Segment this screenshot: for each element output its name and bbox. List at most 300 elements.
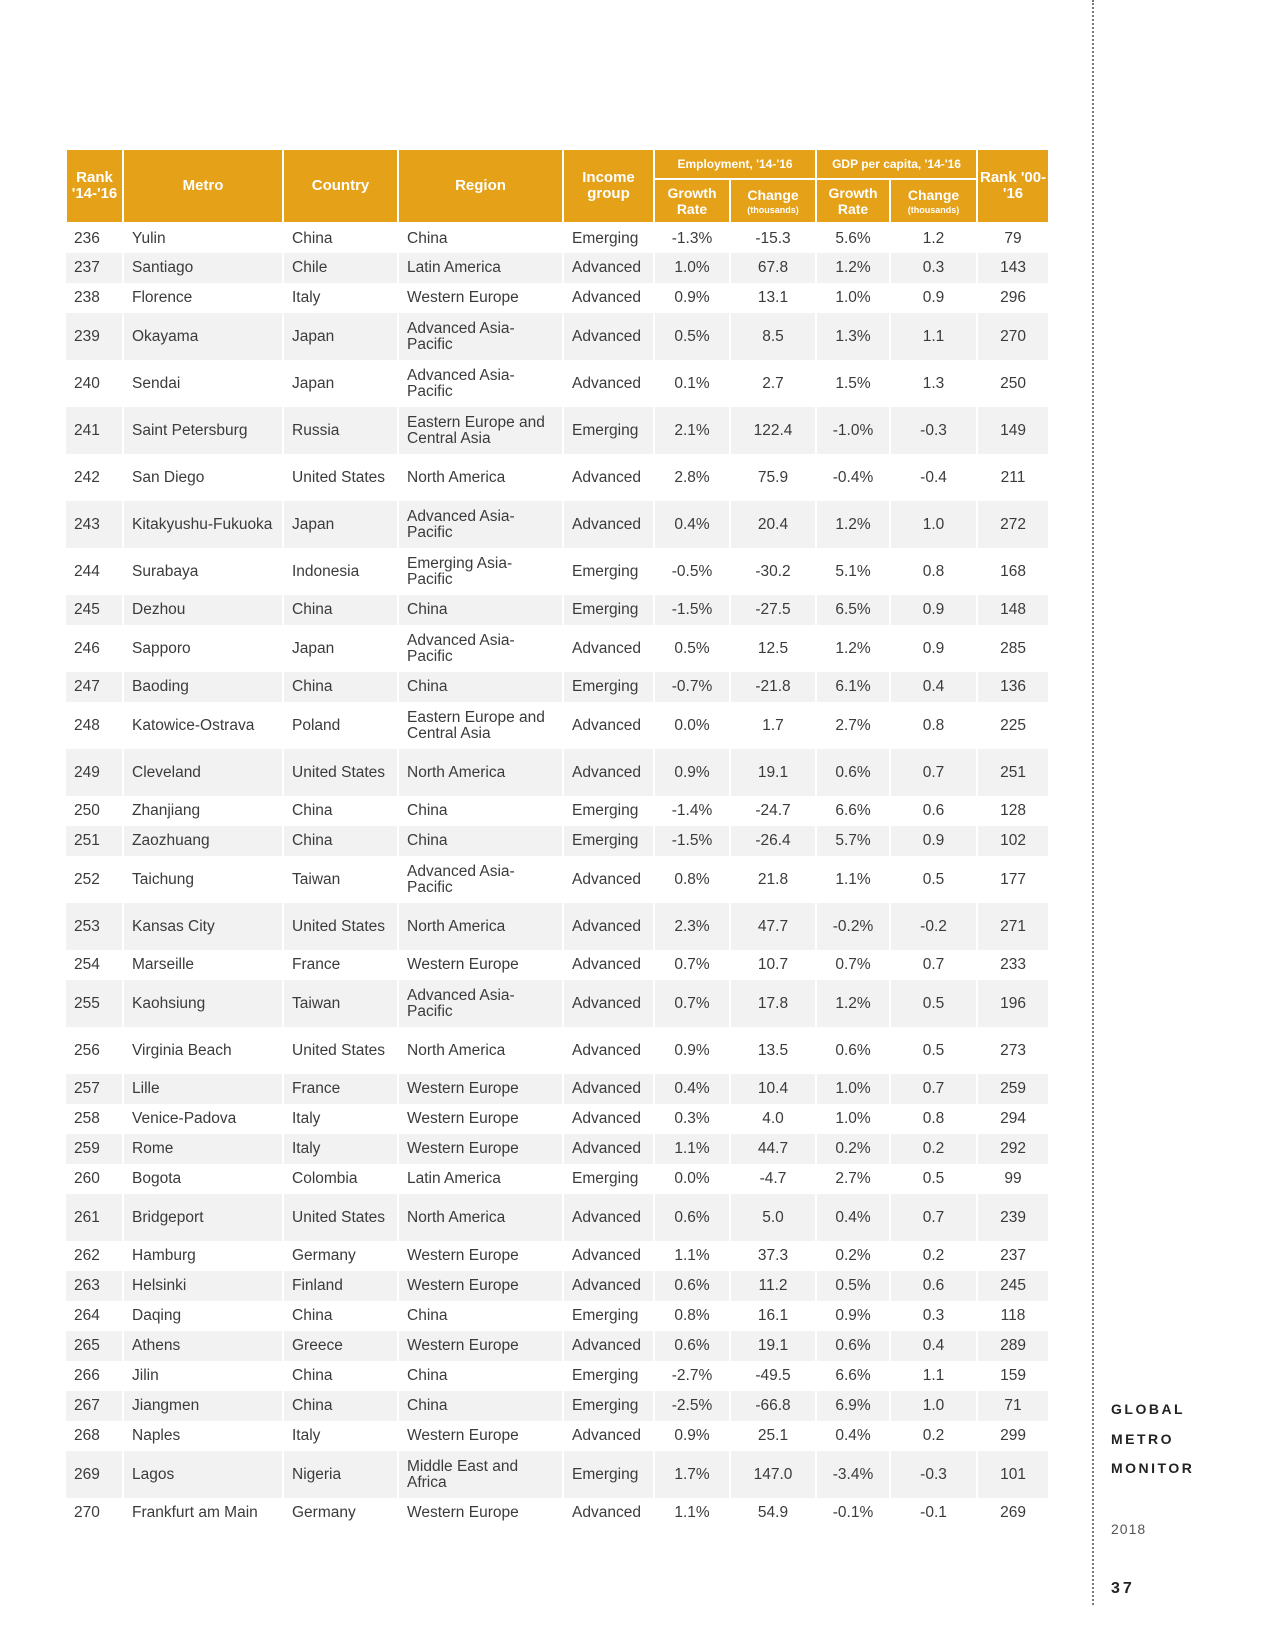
cell-rank: 252 [66,856,123,903]
cell-gdp-change: -0.3 [890,1451,977,1498]
cell-rank-00-16: 239 [977,1194,1049,1241]
cell-gdp-growth: 6.9% [816,1391,890,1421]
cell-emp-change: 16.1 [730,1301,816,1331]
brand-line-global: GLOBAL [1111,1401,1186,1417]
cell-region: Eastern Europe and Central Asia [398,407,563,454]
cell-gdp-change: -0.1 [890,1498,977,1528]
cell-region: China [398,223,563,253]
table-row[interactable] [66,1498,1049,1528]
cell-income: Advanced [563,625,654,672]
cell-metro: Lagos [123,1451,283,1498]
cell-gdp-change: 0.9 [890,595,977,625]
header-metro[interactable]: Metro [123,149,283,223]
cell-gdp-growth: 1.2% [816,501,890,548]
table-body [66,223,1049,1528]
cell-region: North America [398,903,563,950]
table-row[interactable] [66,1421,1049,1451]
cell-emp-growth: 1.1% [654,1134,730,1164]
cell-rank: 248 [66,702,123,749]
cell-rank: 237 [66,253,123,283]
cell-income: Advanced [563,950,654,980]
cell-rank: 246 [66,625,123,672]
cell-country: China [283,1361,398,1391]
cell-emp-change: 19.1 [730,749,816,796]
cell-region: Western Europe [398,283,563,313]
cell-country: Germany [283,1498,398,1528]
cell-country: Italy [283,283,398,313]
cell-gdp-growth: 1.3% [816,313,890,360]
cell-gdp-change: 1.0 [890,501,977,548]
cell-income: Emerging [563,826,654,856]
table-row[interactable] [66,950,1049,980]
cell-rank: 241 [66,407,123,454]
cell-rank: 250 [66,796,123,826]
cell-country: United States [283,749,398,796]
table-row[interactable] [66,1241,1049,1271]
cell-rank-00-16: 272 [977,501,1049,548]
cell-emp-change: 54.9 [730,1498,816,1528]
table-row[interactable] [66,313,1049,360]
cell-emp-growth: 0.9% [654,1027,730,1074]
cell-country: Chile [283,253,398,283]
table-row[interactable] [66,1301,1049,1331]
cell-gdp-growth: 0.4% [816,1194,890,1241]
table-row[interactable] [66,1074,1049,1104]
table-row[interactable] [66,1391,1049,1421]
cell-gdp-growth: 5.1% [816,548,890,595]
cell-gdp-change: -0.2 [890,903,977,950]
cell-emp-change: 19.1 [730,1331,816,1361]
cell-country: Italy [283,1421,398,1451]
cell-metro: Rome [123,1134,283,1164]
cell-gdp-change: 0.5 [890,980,977,1027]
cell-region: North America [398,749,563,796]
cell-region: Emerging Asia-Pacific [398,548,563,595]
cell-emp-change: 17.8 [730,980,816,1027]
cell-emp-change: 44.7 [730,1134,816,1164]
cell-region: China [398,1361,563,1391]
header-gdp-growth-rate[interactable] [816,179,890,223]
table-row[interactable] [66,454,1049,501]
cell-region: Advanced Asia-Pacific [398,856,563,903]
cell-region: Advanced Asia-Pacific [398,625,563,672]
header-income-group[interactable]: Income group [563,149,654,223]
cell-region: Western Europe [398,1271,563,1301]
cell-rank-00-16: 245 [977,1271,1049,1301]
cell-emp-change: 8.5 [730,313,816,360]
cell-income: Emerging [563,548,654,595]
cell-rank-00-16: 102 [977,826,1049,856]
cell-income: Emerging [563,1391,654,1421]
cell-gdp-growth: 0.6% [816,1331,890,1361]
cell-rank-00-16: 101 [977,1451,1049,1498]
cell-country: Japan [283,313,398,360]
cell-emp-change: 13.5 [730,1027,816,1074]
table-row[interactable] [66,1451,1049,1498]
cell-gdp-growth: 0.2% [816,1241,890,1271]
cell-metro: Jiangmen [123,1391,283,1421]
header-emp-growth-rate[interactable] [654,179,730,223]
cell-emp-change: 37.3 [730,1241,816,1271]
cell-emp-change: -27.5 [730,595,816,625]
cell-income: Emerging [563,595,654,625]
cell-income: Emerging [563,1361,654,1391]
table-row[interactable] [66,1331,1049,1361]
cell-rank: 253 [66,903,123,950]
cell-metro: San Diego [123,454,283,501]
table-row[interactable] [66,223,1049,253]
cell-rank: 268 [66,1421,123,1451]
cell-gdp-change: 0.7 [890,950,977,980]
cell-gdp-change: 0.7 [890,1074,977,1104]
cell-rank-00-16: 273 [977,1027,1049,1074]
cell-income: Advanced [563,283,654,313]
cell-rank: 264 [66,1301,123,1331]
page-number: 37 [1111,1580,1135,1597]
cell-rank-00-16: 250 [977,360,1049,407]
cell-gdp-change: 1.2 [890,223,977,253]
cell-metro: Daqing [123,1301,283,1331]
cell-metro: Kitakyushu-Fukuoka [123,501,283,548]
cell-emp-growth: 0.4% [654,501,730,548]
cell-region: China [398,1301,563,1331]
cell-rank-00-16: 143 [977,253,1049,283]
cell-income: Advanced [563,1421,654,1451]
cell-metro: Zaozhuang [123,826,283,856]
cell-region: Advanced Asia-Pacific [398,313,563,360]
cell-gdp-change: 0.7 [890,749,977,796]
table-row[interactable] [66,749,1049,796]
header-gdp-change-unit: (thousands) [907,204,960,215]
cell-emp-growth: -0.7% [654,672,730,702]
cell-rank-00-16: 159 [977,1361,1049,1391]
cell-emp-growth: 0.9% [654,283,730,313]
cell-rank: 240 [66,360,123,407]
cell-rank: 257 [66,1074,123,1104]
cell-emp-growth: 0.7% [654,950,730,980]
cell-income: Advanced [563,501,654,548]
cell-gdp-growth: 6.1% [816,672,890,702]
cell-income: Emerging [563,223,654,253]
cell-emp-growth: 0.8% [654,856,730,903]
table-row[interactable] [66,903,1049,950]
table-row[interactable] [66,1134,1049,1164]
cell-rank: 267 [66,1391,123,1421]
cell-emp-growth: 2.8% [654,454,730,501]
cell-gdp-change: 0.9 [890,625,977,672]
cell-gdp-growth: 0.7% [816,950,890,980]
cell-rank: 258 [66,1104,123,1134]
cell-emp-change: 10.4 [730,1074,816,1104]
cell-emp-change: 10.7 [730,950,816,980]
table-row[interactable] [66,548,1049,595]
cell-emp-growth: 0.8% [654,1301,730,1331]
table-row[interactable] [66,1194,1049,1241]
table-row[interactable] [66,1104,1049,1134]
header-rank-00-16[interactable]: Rank '00-'16 [977,149,1049,223]
cell-income: Emerging [563,796,654,826]
cell-rank-00-16: 292 [977,1134,1049,1164]
cell-rank-00-16: 196 [977,980,1049,1027]
cell-gdp-growth: 2.7% [816,702,890,749]
cell-emp-growth: -1.4% [654,796,730,826]
cell-gdp-growth: 6.6% [816,796,890,826]
cell-region: Eastern Europe and Central Asia [398,702,563,749]
cell-country: United States [283,1027,398,1074]
cell-metro: Marseille [123,950,283,980]
cell-gdp-change: 0.9 [890,826,977,856]
table-row[interactable] [66,856,1049,903]
cell-region: Western Europe [398,1498,563,1528]
cell-metro: Virginia Beach [123,1027,283,1074]
cell-gdp-change: 1.0 [890,1391,977,1421]
cell-gdp-growth: -3.4% [816,1451,890,1498]
cell-metro: Katowice-Ostrava [123,702,283,749]
table-row[interactable] [66,980,1049,1027]
cell-gdp-change: 0.5 [890,1027,977,1074]
cell-gdp-growth: 1.0% [816,1074,890,1104]
cell-emp-growth: 1.1% [654,1498,730,1528]
cell-gdp-growth: 6.6% [816,1361,890,1391]
cell-country: Japan [283,501,398,548]
cell-gdp-change: 0.2 [890,1134,977,1164]
cell-income: Advanced [563,1104,654,1134]
cell-rank: 259 [66,1134,123,1164]
cell-region: China [398,595,563,625]
cell-rank-00-16: 294 [977,1104,1049,1134]
cell-country: China [283,1301,398,1331]
cell-gdp-growth: 2.7% [816,1164,890,1194]
cell-income: Advanced [563,1027,654,1074]
cell-rank-00-16: 149 [977,407,1049,454]
cell-region: Western Europe [398,1421,563,1451]
header-rank-14-16[interactable]: Rank '14-'16 [66,149,123,223]
cell-country: Nigeria [283,1451,398,1498]
cell-gdp-growth: 0.6% [816,749,890,796]
cell-emp-change: 47.7 [730,903,816,950]
cell-country: China [283,826,398,856]
cell-rank: 251 [66,826,123,856]
cell-metro: Dezhou [123,595,283,625]
cell-gdp-growth: 1.2% [816,625,890,672]
cell-rank: 270 [66,1498,123,1528]
cell-emp-change: 1.7 [730,702,816,749]
cell-rank: 265 [66,1331,123,1361]
cell-emp-growth: 0.6% [654,1194,730,1241]
cell-rank: 247 [66,672,123,702]
cell-income: Advanced [563,360,654,407]
cell-region: Latin America [398,253,563,283]
cell-rank-00-16: 71 [977,1391,1049,1421]
cell-income: Advanced [563,856,654,903]
cell-emp-change: 25.1 [730,1421,816,1451]
cell-rank: 236 [66,223,123,253]
cell-metro: Athens [123,1331,283,1361]
table-row[interactable] [66,360,1049,407]
cell-rank: 238 [66,283,123,313]
cell-emp-growth: 0.1% [654,360,730,407]
cell-emp-change: 5.0 [730,1194,816,1241]
cell-emp-growth: -2.7% [654,1361,730,1391]
cell-gdp-change: 0.6 [890,796,977,826]
cell-income: Advanced [563,454,654,501]
cell-income: Advanced [563,1134,654,1164]
cell-region: Western Europe [398,1074,563,1104]
cell-region: Western Europe [398,1331,563,1361]
cell-emp-growth: 1.7% [654,1451,730,1498]
header-gdp-change[interactable] [890,179,977,223]
header-employment-group: Employment, '14-'16 [654,149,816,179]
table-row[interactable] [66,625,1049,672]
cell-income: Advanced [563,1194,654,1241]
header-emp-change-label: Change [747,186,799,203]
cell-country: United States [283,1194,398,1241]
cell-metro: Cleveland [123,749,283,796]
cell-income: Emerging [563,1301,654,1331]
cell-gdp-growth: 0.4% [816,1421,890,1451]
cell-income: Advanced [563,903,654,950]
table-row[interactable] [66,796,1049,826]
header-country[interactable]: Country [283,149,398,223]
table-row[interactable] [66,1027,1049,1074]
cell-income: Advanced [563,1074,654,1104]
cell-country: United States [283,454,398,501]
cell-income: Emerging [563,407,654,454]
cell-metro: Taichung [123,856,283,903]
cell-region: Western Europe [398,950,563,980]
cell-income: Advanced [563,980,654,1027]
cell-country: Japan [283,360,398,407]
cell-income: Advanced [563,1241,654,1271]
header-gdp-growth-label: Growth Rate [828,185,878,217]
cell-region: North America [398,1194,563,1241]
table-row[interactable] [66,1164,1049,1194]
table-row[interactable] [66,672,1049,702]
table-row[interactable] [66,1271,1049,1301]
cell-gdp-growth: -0.1% [816,1498,890,1528]
cell-metro: Sapporo [123,625,283,672]
header-region[interactable]: Region [398,149,563,223]
cell-rank: 263 [66,1271,123,1301]
cell-country: China [283,595,398,625]
cell-metro: Saint Petersburg [123,407,283,454]
table-row[interactable] [66,826,1049,856]
cell-rank-00-16: 118 [977,1301,1049,1331]
cell-emp-growth: 0.6% [654,1271,730,1301]
cell-country: Indonesia [283,548,398,595]
cell-country: China [283,796,398,826]
brand-line-metro: METRO [1111,1431,1175,1447]
cell-emp-change: 12.5 [730,625,816,672]
table-row[interactable] [66,501,1049,548]
cell-gdp-change: 0.7 [890,1194,977,1241]
cell-gdp-growth: -1.0% [816,407,890,454]
cell-country: China [283,1391,398,1421]
cell-rank-00-16: 233 [977,950,1049,980]
cell-region: Advanced Asia-Pacific [398,501,563,548]
cell-gdp-change: 0.8 [890,548,977,595]
cell-income: Advanced [563,749,654,796]
table-row[interactable] [66,702,1049,749]
cell-metro: Santiago [123,253,283,283]
cell-emp-growth: 1.0% [654,253,730,283]
cell-metro: Okayama [123,313,283,360]
cell-region: Middle East and Africa [398,1451,563,1498]
table-row[interactable] [66,1361,1049,1391]
cell-rank-00-16: 148 [977,595,1049,625]
cell-income: Emerging [563,1164,654,1194]
table-row[interactable] [66,283,1049,313]
cell-rank-00-16: 299 [977,1421,1049,1451]
cell-rank: 260 [66,1164,123,1194]
cell-gdp-change: 0.9 [890,283,977,313]
cell-metro: Frankfurt am Main [123,1498,283,1528]
cell-emp-growth: 0.9% [654,1421,730,1451]
cell-rank-00-16: 270 [977,313,1049,360]
header-emp-change[interactable] [730,179,816,223]
cell-gdp-change: 0.2 [890,1241,977,1271]
cell-gdp-growth: 0.9% [816,1301,890,1331]
cell-rank-00-16: 251 [977,749,1049,796]
cell-gdp-change: 0.4 [890,672,977,702]
cell-gdp-growth: 1.0% [816,1104,890,1134]
cell-rank: 239 [66,313,123,360]
cell-country: United States [283,903,398,950]
cell-gdp-growth: -0.2% [816,903,890,950]
cell-rank: 269 [66,1451,123,1498]
table-row[interactable] [66,595,1049,625]
header-gdp-group: GDP per capita, '14-'16 [816,149,977,179]
cell-emp-growth: 0.7% [654,980,730,1027]
cell-metro: Surabaya [123,548,283,595]
cell-rank-00-16: 285 [977,625,1049,672]
cell-emp-growth: 0.5% [654,313,730,360]
cell-rank-00-16: 269 [977,1498,1049,1528]
cell-region: North America [398,454,563,501]
cell-metro: Jilin [123,1361,283,1391]
table-row[interactable] [66,407,1049,454]
cell-country: Italy [283,1134,398,1164]
cell-emp-change: 75.9 [730,454,816,501]
cell-emp-growth: 0.0% [654,702,730,749]
cell-country: China [283,223,398,253]
cell-metro: Baoding [123,672,283,702]
table-row[interactable] [66,253,1049,283]
cell-gdp-change: 1.1 [890,1361,977,1391]
cell-region: Latin America [398,1164,563,1194]
cell-emp-change: 122.4 [730,407,816,454]
header-gdp-change-label: Change [907,186,960,203]
cell-country: Greece [283,1331,398,1361]
cell-rank-00-16: 225 [977,702,1049,749]
cell-region: China [398,826,563,856]
cell-emp-growth: -0.5% [654,548,730,595]
cell-emp-growth: 2.3% [654,903,730,950]
cell-rank: 245 [66,595,123,625]
cell-country: Finland [283,1271,398,1301]
cell-region: Western Europe [398,1104,563,1134]
cell-gdp-change: 0.8 [890,1104,977,1134]
cell-metro: Bridgeport [123,1194,283,1241]
cell-emp-change: 4.0 [730,1104,816,1134]
cell-gdp-growth: 1.5% [816,360,890,407]
cell-emp-change: -4.7 [730,1164,816,1194]
cell-rank-00-16: 79 [977,223,1049,253]
cell-rank: 249 [66,749,123,796]
cell-income: Emerging [563,672,654,702]
cell-gdp-change: 0.3 [890,253,977,283]
cell-gdp-growth: 5.7% [816,826,890,856]
